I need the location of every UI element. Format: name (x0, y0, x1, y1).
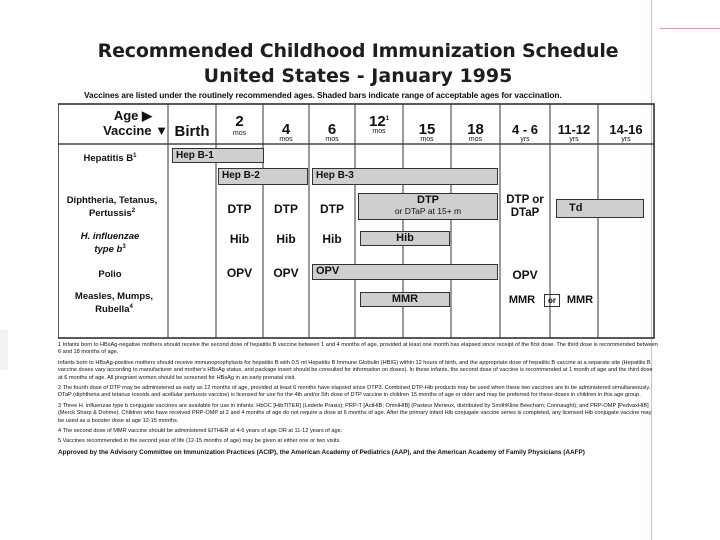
mark-opv-4-6yrs: OPV (512, 268, 538, 282)
age-14-16yrs-unit: yrs (621, 136, 631, 143)
intro-text: Vaccines are listed under the routinely recommended ages. Shaded bars indicate range of acceptable ages for vaccination. (84, 90, 562, 100)
age-12mos: $12^1$ (368, 113, 390, 130)
age-14-16yrs: 14-16 (609, 122, 643, 137)
arrow-down-icon: ▼ (155, 123, 168, 138)
schedule-document (58, 24, 658, 484)
age-birth: Birth (174, 123, 210, 140)
age-4-6yrs-unit: yrs (520, 136, 530, 143)
age-4mos-unit: mos (279, 136, 293, 143)
or-box: or (544, 294, 560, 307)
title-line-2: United States - January 1995 (203, 65, 513, 87)
scan-artifact (0, 330, 8, 370)
footnote-2: 2 The fourth dose of DTP may be administered as early as 12 months of age, provided at least 6 months have elapsed since DTP3. Combined DTP-Hib products may be used when these two vaccines are to be administered simultaneously. DTaP (diphtheria and tetanus toxoids and acellular pertussis vaccine) is licensed for use for the 4th and/or 5th dose of DTP vaccine in children 15 months of age or older and may be preferred for these doses in children in this age group. (58, 385, 651, 399)
bar-hep-b-2: Hep B-2 (218, 168, 308, 185)
title-line-1: Recommended Childhood Immunization Schedule (97, 40, 619, 62)
age-15mos: 15 (418, 121, 436, 138)
row-label-hepatitis-b: Hepatitis $B^1$ (83, 153, 137, 165)
bar-td: Td (556, 199, 644, 218)
mark-mmr-11-12yrs: MMR (566, 294, 594, 306)
age-18mos-unit: mos (468, 136, 483, 143)
age-2mos-unit: mos (232, 130, 247, 137)
age-15mos-unit: mos (420, 136, 434, 143)
bar-hep-b-1: Hep B-1 (172, 148, 264, 163)
mark-opv-4mos: OPV (273, 266, 299, 280)
mark-hib-6mos: Hib (322, 232, 342, 246)
footnote-5: 5 Vaccines recommended in the second year of life (12-15 months of age) may be given at either one or two visits. (58, 438, 341, 445)
mark-hib-2mos: Hib (229, 232, 250, 246)
row-label-hib: H. influenzae type $b^3$ (80, 231, 140, 256)
mark-opv-2mos: OPV (226, 266, 253, 280)
bar-opv: OPV (312, 264, 498, 280)
age-4-6yrs: 4 - 6 (511, 122, 538, 137)
mark-dtp-4mos: DTP (274, 202, 298, 216)
mark-hib-4mos: Hib (276, 232, 296, 246)
bar-dtp-range: DTP or DTaP at 15+ m (358, 193, 498, 220)
footnote-4: 4 The second dose of MMR vaccine should be administered EITHER at 4-6 years of age OR at 11-12 years of age. (58, 428, 343, 435)
footnote-1b: Infants born to HBsAg-positive mothers should receive immunoprophylaxis for hepatitis B with 0.5 ml Hepatitis B Immune Globulin (HBIG) within 12 hours of birth, and the appropriate dose of hepatitis B vaccine at a separate site (Hepatitis B vaccine doses vary according to manufacturer and mother's HBsAg status, and package insert should be consulted for information on doses). In these infants, the second dose of vaccine is recommended at 1 month of age and the third dose at 6 months of age. All pregnant women should be screened for HBsAg in an early prenatal visit. (58, 359, 653, 381)
row-label-dtp: Diphtheria, Tetanus, Pertussis$^2$ (66, 195, 158, 220)
footnotes (58, 342, 658, 459)
bar-hep-b-3: Hep B-3 (312, 168, 498, 185)
age-12mos-footnote: 1 (385, 116, 390, 122)
mark-dtp-2mos: DTP (227, 202, 252, 216)
vaccine-label: Vaccine (103, 123, 152, 138)
age-18mos: 18 (467, 121, 484, 138)
age-6mos-unit: mos (325, 136, 339, 143)
row-label-mmr: Measles, Mumps, Rubella$^4$ (74, 291, 154, 316)
approval-statement: Approved by the Advisory Committee on Immunization Practices (ACIP), the American Academy of Pediatrics (AAP), and the American Academy of Family Physicians (AAFP) (58, 448, 585, 456)
mark-dtp-6mos: DTP (320, 202, 344, 216)
row-label-polio: Polio (98, 269, 122, 280)
age-6mos: 6 (327, 121, 337, 138)
mark-mmr-4-6yrs: MMR (508, 294, 536, 306)
age-11-12yrs-unit: yrs (569, 136, 579, 143)
arrow-right-icon: ▶ (142, 108, 152, 123)
age-12mos-unit: mos (372, 128, 386, 135)
bar-mmr: MMR (360, 292, 450, 307)
mark-dtp-or-dtap: DTP or DTaP (506, 194, 544, 219)
age-11-12yrs: 11-12 (557, 122, 591, 137)
margin-tick (660, 28, 720, 29)
footnote-3: 3 Three H. influenzae type b conjugate vaccines are available for use in infants: HbOC [HibTITER] (Lederle Praxis); PRP-T [ActHIB; OmniHIB] (Pasteur Merieux, distributed by SmithKline Beecham; Connaught); and PRP-OMP [PedvaxHIB] (Merck Sharp & Dohme). Children who have received PRP-OMP at 2 and 4 months of age do not require a dose at 6 months of age. After the primary infant Hib conjugate vaccine series is completed, any licensed Hib conjugate vaccine may be used as a booster dose at age 12-15 months. (58, 402, 652, 424)
bar-hib: Hib (360, 231, 450, 246)
age-4mos: 4 (281, 121, 291, 138)
footnote-1a: 1 Infants born to HBsAg-negative mothers should receive the second dose of hepatitis B vaccine between 1 and 4 months of age, provided at least one month has elapsed since receipt of the first dose. The third dose is recommended between 6 and 18 months of age. (58, 342, 658, 356)
age-2mos: 2 (235, 113, 244, 130)
age-label: Age (113, 108, 139, 123)
